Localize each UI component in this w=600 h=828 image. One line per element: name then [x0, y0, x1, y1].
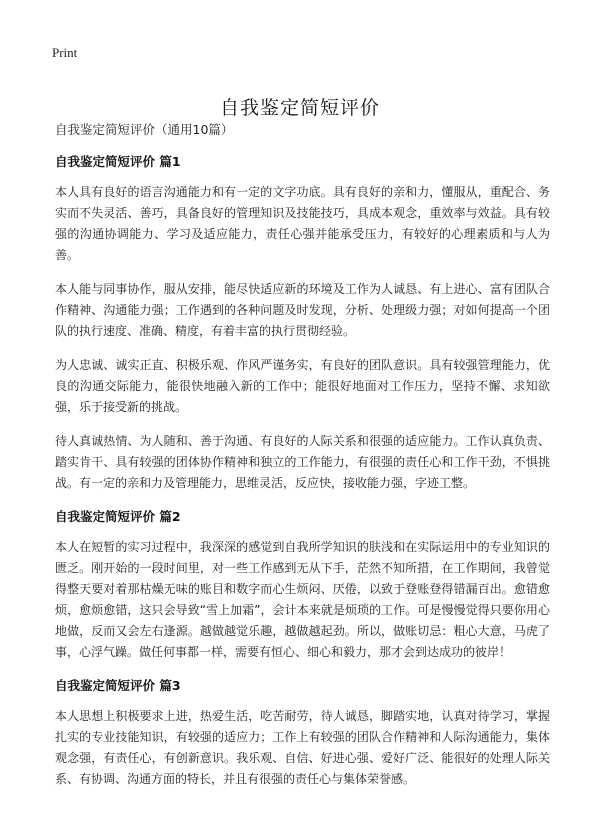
page-title: 自我鉴定简短评价 [219, 96, 380, 119]
section-heading: 自我鉴定简短评价 篇2 [55, 509, 181, 524]
section-3 [55, 676, 550, 790]
section-1 [55, 152, 550, 494]
paragraph: 为人忠诚、诚实正直、积极乐观、作风严谨务实，有良好的团队意识。具有较强管理能力，优良的沟通交际能力，能很快地融入新的工作中；能很好地面对工作压力，坚持不懈、求知欲强，乐于接受新的挑战。 [55, 358, 550, 414]
print-link[interactable]: Print [52, 45, 78, 60]
section-heading: 自我鉴定简短评价 篇1 [55, 154, 181, 169]
section-heading: 自我鉴定简短评价 篇3 [55, 678, 181, 693]
document-subtitle: 自我鉴定简短评价（通用10篇） [55, 122, 234, 137]
section-2 [55, 507, 550, 663]
paragraph: 本人具有良好的语言沟通能力和有一定的文字功底。具有良好的亲和力，懂服从，重配合、务实而不失灵活、善巧，具备良好的管理知识及技能技巧，具成本观念，重效率与效益。具有较强的沟通协调能力、学习及适应能力，责任心强并能承受压力，有较好的心理素质和与人为善。 [55, 185, 550, 262]
document-body [55, 152, 550, 803]
paragraph: 待人真诚热情、为人随和、善于沟通、有良好的人际关系和很强的适应能力。工作认真负责、踏实肯干、具有较强的团体协作精神和独立的工作能力，有很强的责任心和工作干劲，不惧挑战。有一定的亲和力及管理能力，思维灵活，反应快，接收能力强，字迹工整。 [55, 434, 550, 490]
paragraph: 本人能与同事协作，服从安排，能尽快适应新的环境及工作为人诚恳、有上进心、富有团队合作精神、沟通能力强；工作遇到的各种问题及时发现，分析、处理级力强；对如何提高一个团队的执行速度、准确、精度，有着丰富的执行贯彻经验。 [55, 282, 550, 338]
paragraph: 本人思想上积极要求上进，热爱生活，吃苦耐劳，待人诚恳，脚踏实地，认真对待学习，掌握扎实的专业技能知识，有较强的适应力；工作上有较强的团队合作精神和人际沟通能力，集体观念强，有责任心，有创新意识。我乐观、自信、好进心强、爱好广泛、能很好的处理人际关系、有协调、沟通方面的特长，并且有很强的责任心与集体荣誉感。 [55, 709, 550, 786]
paragraph: 本人在短暂的实习过程中，我深深的感觉到自我所学知识的肤浅和在实际运用中的专业知识的匮乏。刚开始的一段时间里，对一些工作感到无从下手，茫然不知所措，在工作期间，我曾觉得整天要对着那枯燥无味的账目和数字而心生烦闷、厌倦，以致于登账登得错漏百出。愈错愈烦，愈烦愈错，这只会导致“雪上加霜”，会计本来就是烦琐的工作。可是慢慢觉得只要你用心地做，反而又会左右逢源。越做越觉乐趣，越做越起劲。所以，做账切忌：粗心大意，马虎了事，心浮气躁。做任何事都一样，需要有恒心、细心和毅力，那才会到达成功的彼岸！ [55, 540, 550, 659]
